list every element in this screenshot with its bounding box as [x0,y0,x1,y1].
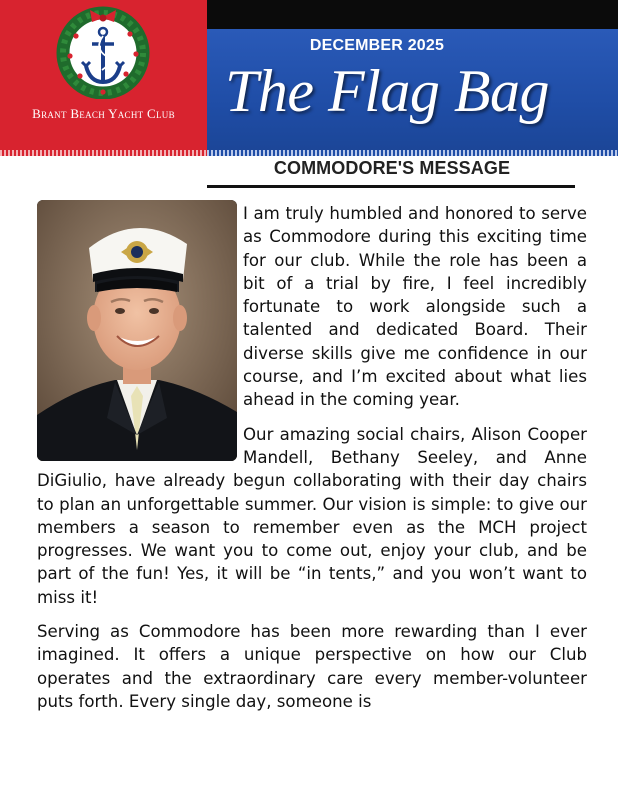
paragraph: Our amazing social chairs, Alison Cooper Mandell, Bethany Seeley, and Anne DiGiulio, have already begun collaborating with their day chairs to plan an unforgettable summer. Our vision is simple: to give our members a season to remember even as the MCH project progresses. We want you to come out, enjoy your club, and be part of the fun! Yes, it will be “in tents,” and you won’t want to miss it! [37,424,587,607]
paragraph: I am truly humbled and honored to serve as Commodore during this exciting time for our club. While the role has been a bit of a trial by fire, I feel incredibly fortunate to work alongside such a talented and dedicated Board. Their diverse skills give me confidence in our course, and I’m excited about what lies ahead in the coming year. [243,204,587,410]
blue-stripe-divider [207,150,618,156]
portrait-wrap-spacer [37,202,243,447]
issue-date: DECEMBER 2025 [309,37,445,54]
paragraph: Serving as Commodore has been more rewarding than I ever imagined. It offers a unique perspective on how our Club operates and the extraordinary care every member-volunteer puts forth. Every single day, someone is [37,622,587,711]
section-title: COMMODORE'S MESSAGE [273,158,511,178]
red-stripe-divider [0,150,207,156]
masthead [0,0,618,156]
commodore-message-body [37,202,587,713]
wreath-anchor-logo-icon [50,4,156,99]
newsletter-title: The Flag Bag [225,58,549,124]
title-panel [207,29,618,156]
club-panel [0,0,207,156]
club-name: Brant Beach Yacht Club [32,106,175,121]
section-title-underline [207,185,575,188]
top-black-bar [207,0,618,29]
